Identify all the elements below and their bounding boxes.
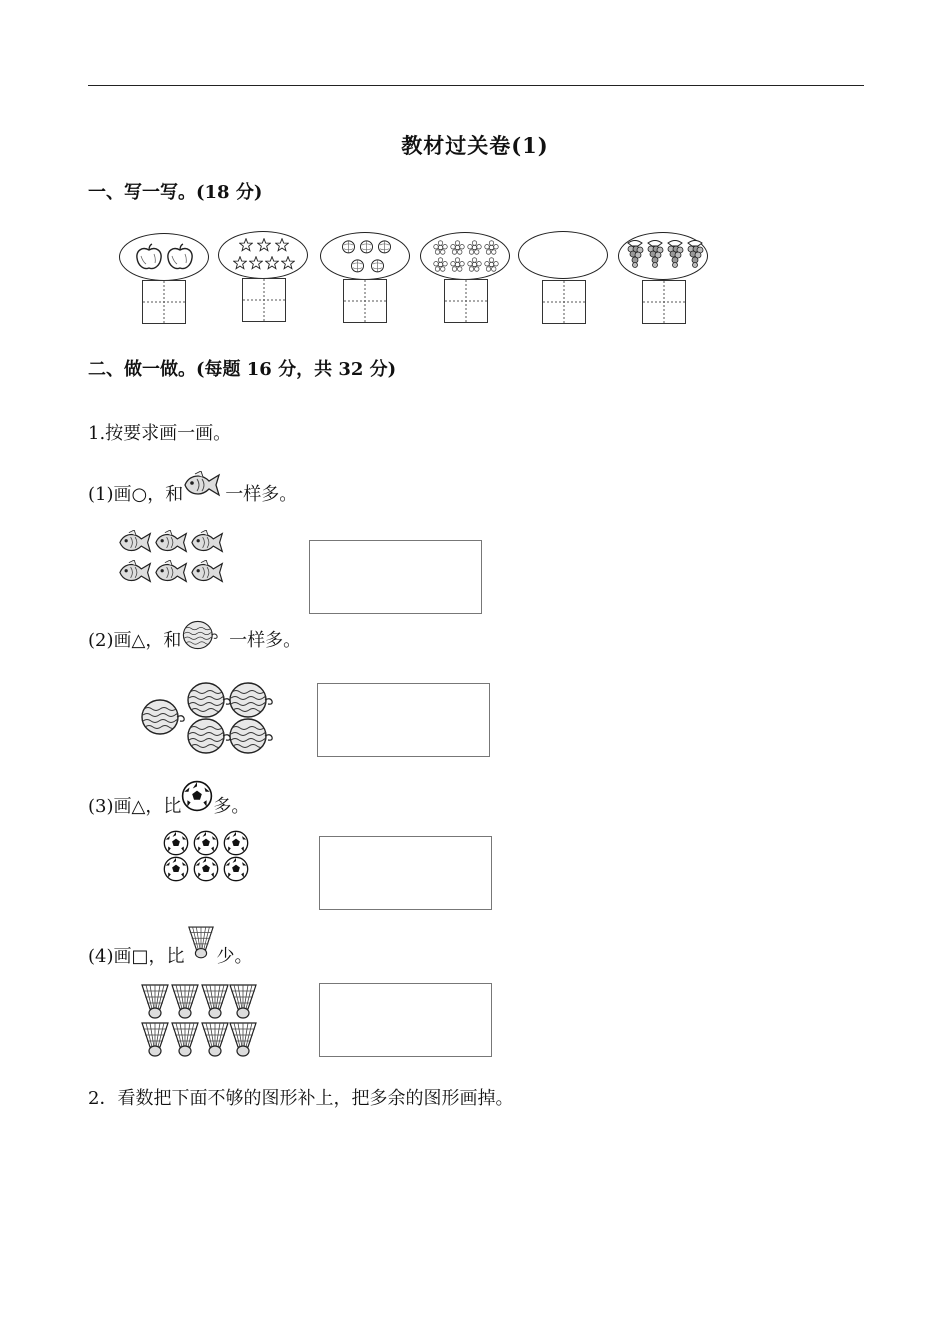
question-2-label: 2．看数把下面不够的图形补上，把多余的图形画掉。 <box>88 1088 514 1109</box>
grapes-icon <box>623 236 707 276</box>
fish-group-icon <box>118 530 230 588</box>
answer-box-1[interactable] <box>309 540 482 614</box>
section1-heading: 一、写一写。(18 分) <box>88 182 263 203</box>
answer-grid-1[interactable] <box>142 280 186 324</box>
question-1-label: 1.按要求画一画。 <box>88 423 232 444</box>
answer-box-2[interactable] <box>317 683 490 757</box>
group-empty <box>518 231 608 279</box>
item-1-suffix: 一样多。 <box>225 484 298 505</box>
group-grapes <box>618 232 708 280</box>
item-1-prefix: (1)画○，和 <box>88 484 184 505</box>
item-2-prefix: (2)画△，和 <box>88 630 182 651</box>
item-4-suffix: 少。 <box>216 946 253 967</box>
item-1-prompt <box>88 480 297 506</box>
group-flowers <box>420 232 510 280</box>
answer-box-3[interactable] <box>319 836 492 910</box>
fish-icon <box>183 471 225 501</box>
group-oranges <box>320 232 410 280</box>
answer-grid-5[interactable] <box>542 280 586 324</box>
item-2-suffix: 一样多。 <box>223 630 302 651</box>
star-icon <box>233 238 297 274</box>
item-3-suffix: 多。 <box>213 796 250 817</box>
top-rule <box>88 85 864 86</box>
watermelon-icon <box>181 619 223 651</box>
answer-grid-3[interactable] <box>343 279 387 323</box>
flower-icon <box>431 240 501 274</box>
shuttlecock-group-icon <box>140 982 260 1060</box>
orange-icon <box>337 239 397 275</box>
group-stars <box>218 231 308 279</box>
item-3-prefix: (3)画△，比 <box>88 796 182 817</box>
answer-grid-2[interactable] <box>242 278 286 322</box>
item-4-prompt <box>88 942 253 968</box>
item-2-prompt <box>88 626 301 652</box>
soccer-ball-icon <box>181 780 213 814</box>
watermelon-group-icon <box>140 680 280 756</box>
answer-box-4[interactable] <box>319 983 492 1057</box>
shuttlecock-icon <box>185 924 217 964</box>
answer-grid-4[interactable] <box>444 279 488 323</box>
item-4-prefix: (4)画□，比 <box>88 946 185 967</box>
page-title: 教材过关卷(1) <box>401 133 549 158</box>
item-3-prompt <box>88 792 249 818</box>
apple-icon <box>134 242 194 272</box>
soccer-group-icon <box>162 830 252 882</box>
section2-heading: 二、做一做。(每题 16 分，共 32 分) <box>88 359 397 380</box>
answer-grid-6[interactable] <box>642 280 686 324</box>
group-apples <box>119 233 209 281</box>
